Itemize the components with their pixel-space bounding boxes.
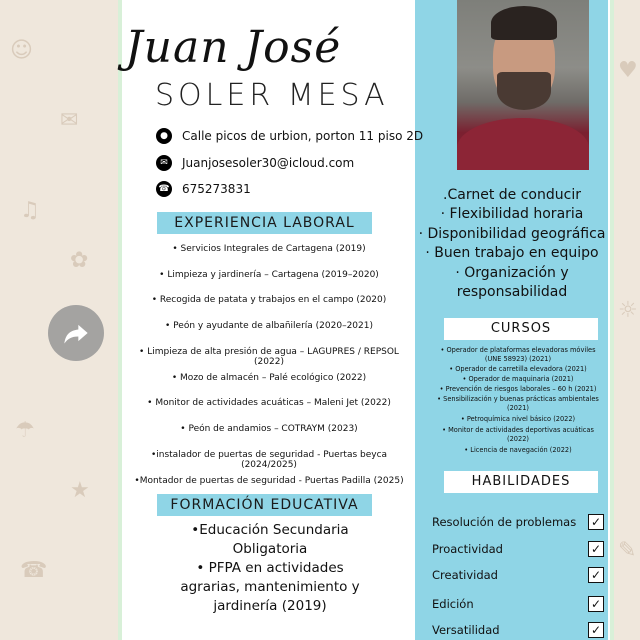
phone-text: 675273831 xyxy=(182,182,251,196)
ability-row xyxy=(432,596,604,612)
abilities-title: HABILIDADES xyxy=(444,471,598,493)
experience-item: • Recogida de patata y trabajos en el campo (2020) xyxy=(151,295,387,305)
education-line: Obligatoria xyxy=(232,541,308,557)
email-text: Juanjosesoler30@icloud.com xyxy=(182,156,355,170)
phone-icon: ☎ xyxy=(156,181,172,197)
experience-item: • Peón de andamios – COTRAYM (2023) xyxy=(180,424,358,434)
course-line: • Operador de carretilla elevadora (2021) xyxy=(449,365,587,373)
ability-row xyxy=(432,567,604,583)
location-pin-icon: ● xyxy=(156,128,172,144)
course-line: • Petroquímica nivel básico (2022) xyxy=(460,415,576,423)
doodle-icon: ✿ xyxy=(70,248,89,273)
ability-label: Versatilidad xyxy=(432,623,500,637)
experience-item: •instalador de puertas de seguridad - Puertas beyca (2024/2025) xyxy=(150,450,388,470)
education-title: FORMACIÓN EDUCATIVA xyxy=(157,494,372,516)
course-line: • Prevención de riesgos laborales – 60 h (2021) xyxy=(439,385,597,393)
doodle-icon: ★ xyxy=(70,478,90,503)
experience-item: • Servicios Integrales de Cartagena (2019) xyxy=(172,244,366,254)
doodle-icon: ♥ xyxy=(618,58,638,83)
course-line: (UNE 58923) (2021) xyxy=(484,355,552,363)
share-arrow-icon xyxy=(62,319,90,347)
skill-line: · Flexibilidad horaria xyxy=(440,206,584,222)
education-line: jardinería (2019) xyxy=(213,598,327,614)
checkbox-icon: ✓ xyxy=(588,596,604,612)
ability-row xyxy=(432,541,604,557)
doodle-icon: ☼ xyxy=(618,298,638,323)
doodle-icon: ☂ xyxy=(15,418,35,443)
course-line: • Licencia de navegación (2022) xyxy=(464,446,572,454)
skill-line: · Buen trabajo en equipo xyxy=(425,245,599,261)
ability-label: Resolución de problemas xyxy=(432,515,577,529)
checkbox-icon: ✓ xyxy=(588,514,604,530)
envelope-icon: ✉ xyxy=(156,155,172,171)
ability-label: Edición xyxy=(432,597,474,611)
doodle-icon: ☺ xyxy=(10,38,33,63)
last-name: SOLER MESA xyxy=(155,78,389,113)
doodle-icon: ♫ xyxy=(20,198,40,223)
experience-item: • Mozo de almacén – Palé ecológico (2022) xyxy=(171,373,367,383)
checkbox-icon: ✓ xyxy=(588,541,604,557)
contact-phone xyxy=(156,181,251,197)
courses-title: CURSOS xyxy=(444,318,598,340)
checkbox-icon: ✓ xyxy=(588,622,604,638)
experience-item: • Monitor de actividades acuáticas – Maleni Jet (2022) xyxy=(147,398,391,408)
experience-item: • Peón y ayudante de albañilería (2020–2021) xyxy=(165,321,373,331)
doodle-icon: ☎ xyxy=(20,558,48,583)
share-button[interactable] xyxy=(48,305,104,361)
education-line: agrarias, mantenimiento y xyxy=(180,579,360,595)
course-line: • Operador de maquinaria (2021) xyxy=(462,375,574,383)
contact-email xyxy=(156,155,354,171)
ability-row xyxy=(432,622,604,638)
contact-address xyxy=(156,128,423,144)
experience-item: • Limpieza de alta presión de agua – LAGUPRES / REPSOL (2022) xyxy=(139,347,399,367)
education-line: • PFPA en actividades xyxy=(196,560,344,576)
ability-label: Proactividad xyxy=(432,542,503,556)
skill-line: responsabilidad xyxy=(456,284,568,300)
course-line: (2022) xyxy=(507,435,529,443)
experience-item: •Montador de puertas de seguridad - Puertas Padilla (2025) xyxy=(134,476,404,486)
experience-item: • Limpieza y jardinería – Cartagena (2019–2020) xyxy=(159,270,379,280)
checkbox-icon: ✓ xyxy=(588,567,604,583)
skill-line: · Disponibilidad geográfica xyxy=(418,226,606,242)
profile-photo xyxy=(457,0,589,170)
doodle-icon: ✎ xyxy=(618,538,637,563)
education-line: •Educación Secundaria xyxy=(191,522,349,538)
course-line: • Monitor de actividades deportivas acuáticas xyxy=(442,426,594,434)
course-line: (2021) xyxy=(507,404,529,412)
course-line: • Operador de plataformas elevadoras móviles xyxy=(440,346,596,354)
address-text: Calle picos de urbion, porton 11 piso 2D xyxy=(182,129,424,143)
skill-line: · Organización y xyxy=(455,265,569,281)
ability-label: Creatividad xyxy=(432,568,498,582)
first-name: Juan José xyxy=(125,22,342,73)
doodle-icon: ✉ xyxy=(60,108,79,133)
skill-line: .Carnet de conducir xyxy=(443,187,581,203)
experience-title: EXPERIENCIA LABORAL xyxy=(157,212,372,234)
ability-row xyxy=(432,514,604,530)
course-line: • Sensibilización y buenas prácticas ambientales xyxy=(437,395,599,403)
